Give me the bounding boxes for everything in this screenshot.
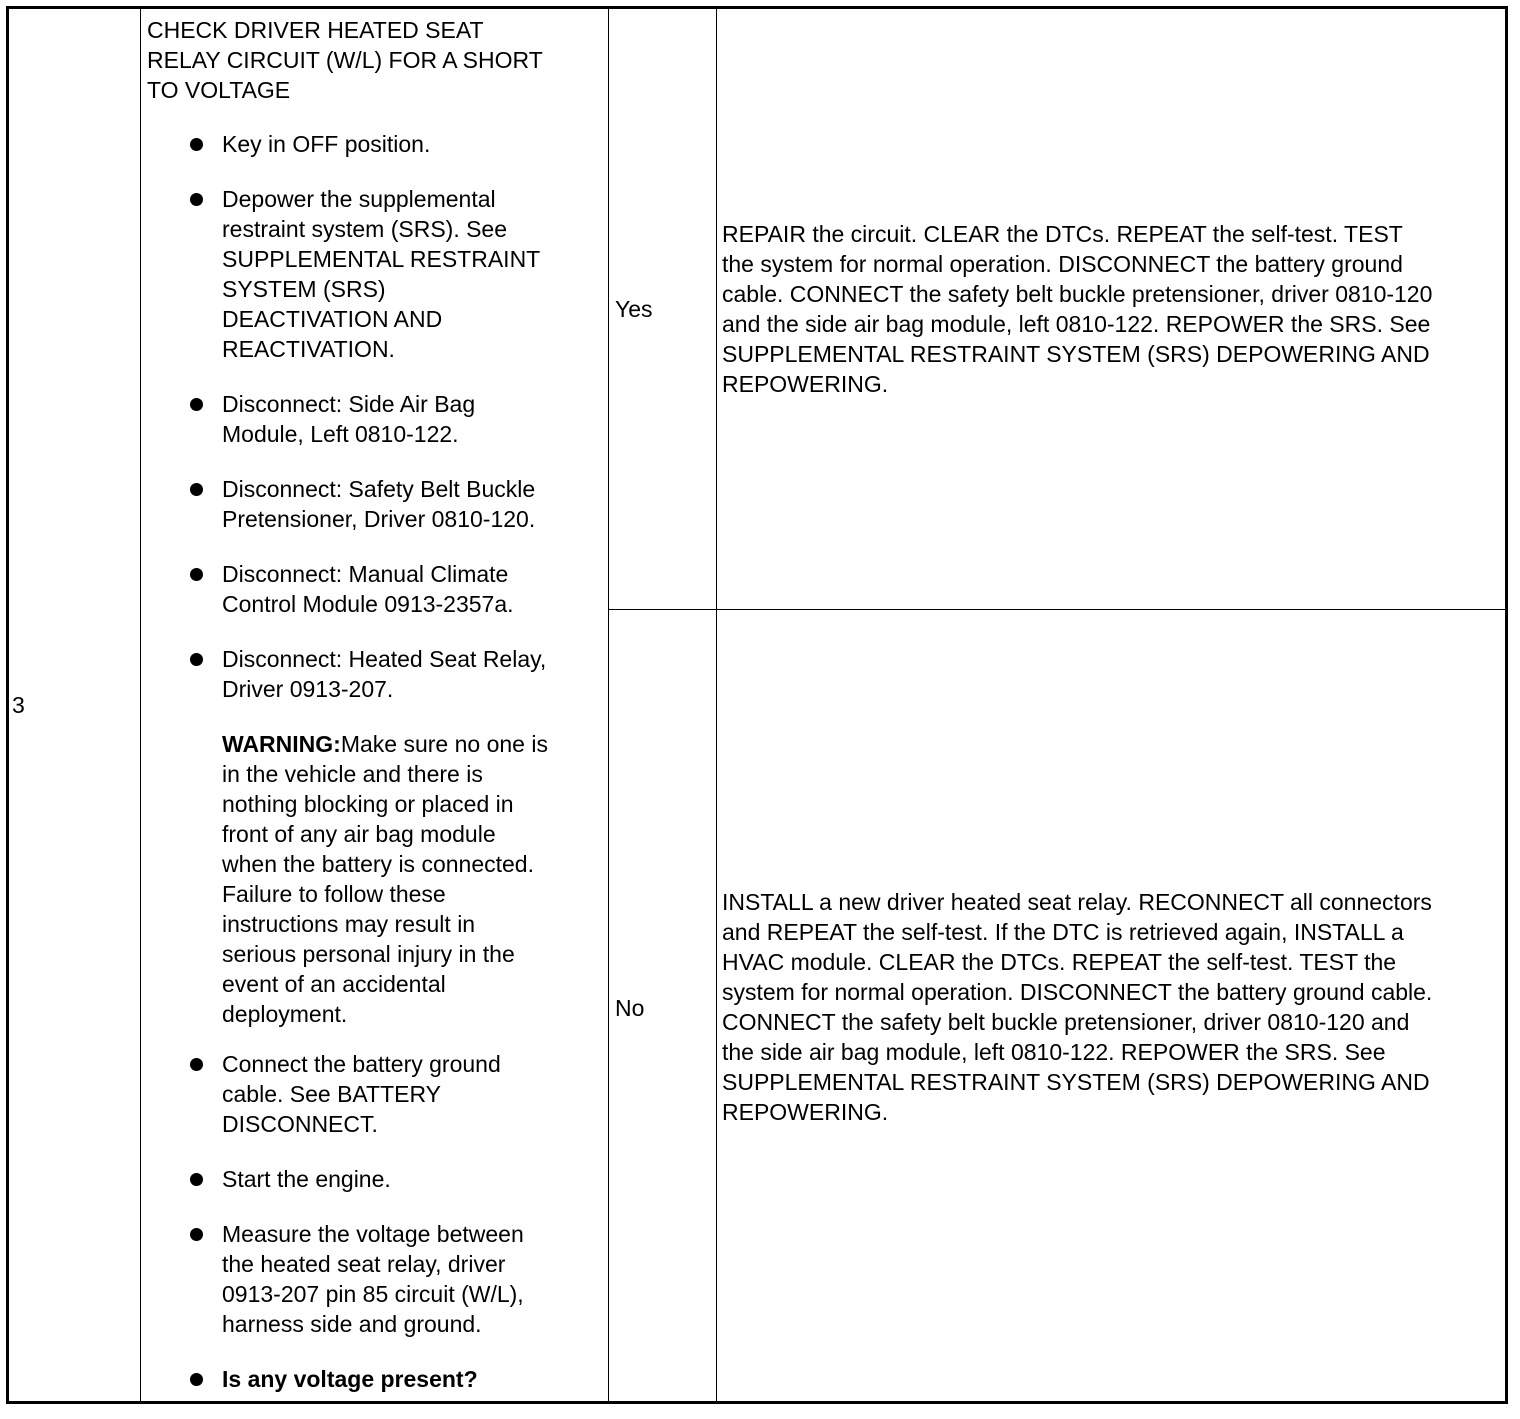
result-no-label: No (615, 995, 645, 1021)
test-title: CHECK DRIVER HEATED SEAT RELAY CIRCUIT (W/L) FOR A SHORT TO VOLTAGE (147, 17, 543, 103)
column-divider-result (716, 6, 717, 1404)
result-no-action: INSTALL a new driver heated seat relay. RECONNECT all connectors and REPEAT the self-test. If the DTC is retrieved again, INSTALL a HVAC module. CLEAR the DTCs. REPEAT the self-test. TEST the system for normal operation. DISCONNECT the battery ground cable. CONNECT the safety belt buckle pretensioner, driver 0810-120 and the side air bag module, left 0810-122. REPOWER the SRS. See SUPPLEMENTAL RESTRAINT SYSTEM (SRS) DEPOWERING AND REPOWERING. (722, 889, 1433, 1125)
bullet-icon (190, 138, 203, 151)
test-step-question: Is any voltage present? (185, 1364, 595, 1394)
test-step: Measure the voltage between the heated seat relay, driver 0913-207 pin 85 circuit (W/L), harness side and ground. (185, 1219, 595, 1339)
bullet-icon (190, 1173, 203, 1186)
bullet-icon (190, 1373, 203, 1386)
warning-label: WARNING: (222, 731, 341, 757)
test-step: Disconnect: Manual Climate Control Module 0913-2357a. (185, 559, 595, 619)
column-divider-step (140, 6, 141, 1404)
test-step: Start the engine. (185, 1164, 595, 1194)
bullet-icon (190, 398, 203, 411)
bullet-icon (190, 193, 203, 206)
step-number: 3 (12, 692, 25, 718)
warning-text: Make sure no one is in the vehicle and there is nothing blocking or placed in front of any air bag module when the battery is connected. Failure to follow these instructions may result in serious personal injury in the event of an accidental deployment. (222, 731, 548, 1027)
result-yes-label: Yes (615, 296, 653, 322)
bullet-icon (190, 1228, 203, 1241)
test-step: Key in OFF position. (185, 129, 595, 159)
bullet-icon (190, 653, 203, 666)
test-step: Disconnect: Safety Belt Buckle Pretensioner, Driver 0810-120. (185, 474, 595, 534)
bullet-icon (190, 1058, 203, 1071)
warning-note (222, 729, 595, 1029)
test-step: Disconnect: Side Air Bag Module, Left 0810-122. (185, 389, 595, 449)
test-step: Depower the supplemental restraint system (SRS). See SUPPLEMENTAL RESTRAINT SYSTEM (SRS) DEACTIVATION AND REACTIVATION. (185, 184, 595, 364)
bullet-icon (190, 483, 203, 496)
result-yes-action: REPAIR the circuit. CLEAR the DTCs. REPEAT the self-test. TEST the system for normal operation. DISCONNECT the battery ground cable. CONNECT the safety belt buckle pretensioner, driver 0810-120 and the side air bag module, left 0810-122. REPOWER the SRS. See SUPPLEMENTAL RESTRAINT SYSTEM (SRS) DEPOWERING AND REPOWERING. (722, 221, 1433, 397)
row-divider-yes-no (608, 609, 1507, 610)
bullet-icon (190, 568, 203, 581)
test-step: Connect the battery ground cable. See BATTERY DISCONNECT. (185, 1049, 595, 1139)
test-step-list (185, 129, 595, 1419)
test-step: Disconnect: Heated Seat Relay, Driver 0913-207. WARNING:Make sure no one is in the vehicle and there is nothing blocking or placed in front of any air bag module when the battery is connected. Failure to follow these instructions may result in serious personal injury in the event of an accidental deployment. (185, 644, 595, 1029)
column-divider-test (608, 6, 609, 1404)
